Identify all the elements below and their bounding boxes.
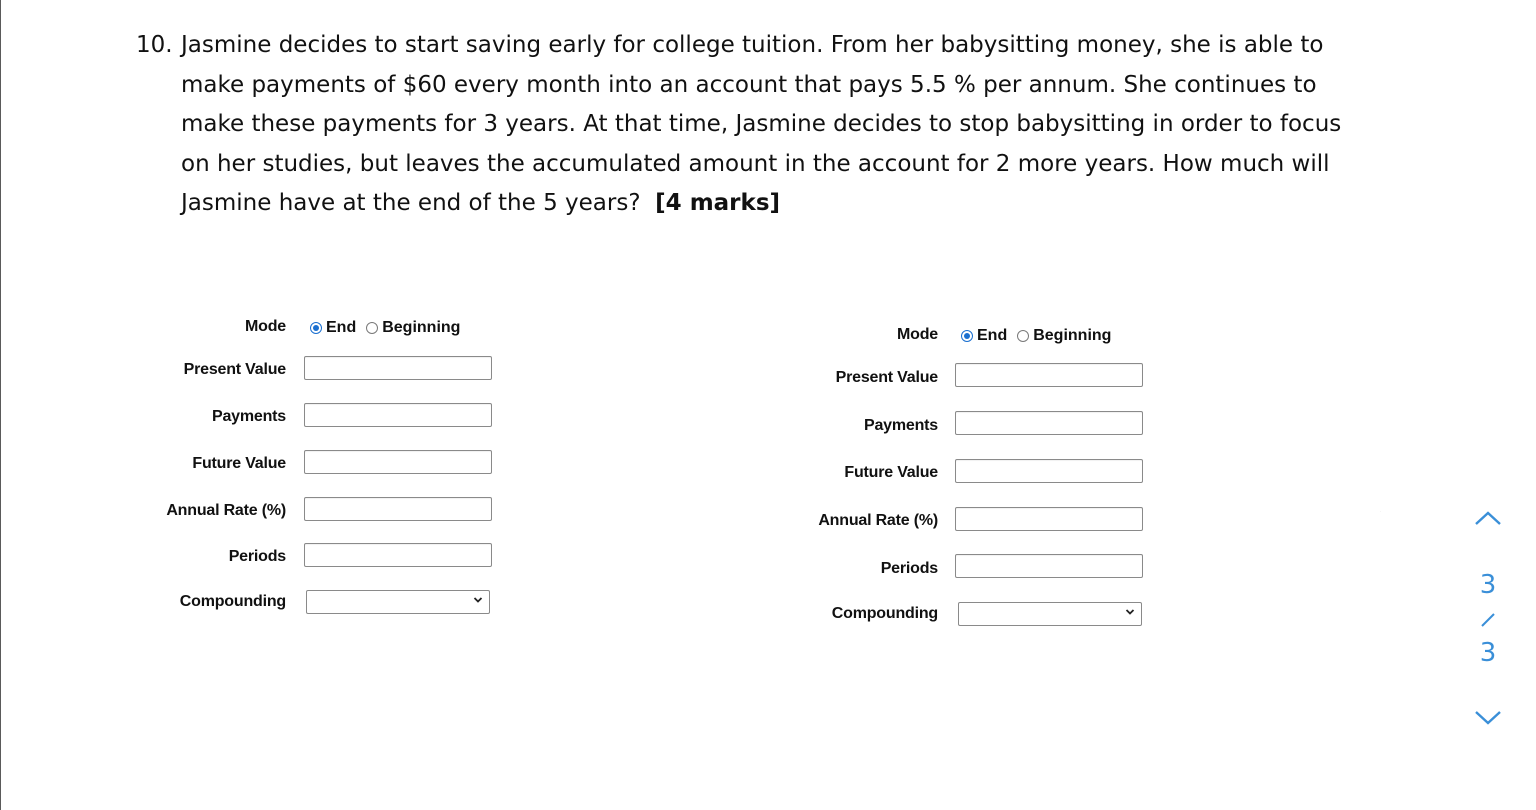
mode-beginning-radio[interactable] <box>1017 330 1029 342</box>
question-line-2: make payments of $60 every month into an account that pays 5.5 % per annum. She continues to <box>181 71 1317 98</box>
mode-end-label[interactable]: End <box>326 319 357 336</box>
present-value-input[interactable] <box>304 356 492 380</box>
question-last-line: Jasmine have at the end of the 5 years? <box>181 190 656 216</box>
mode-radio-group <box>961 327 1111 345</box>
question-line-5 <box>181 184 1426 224</box>
periods-label: Periods <box>880 560 938 577</box>
payments-input[interactable] <box>955 411 1143 435</box>
question-body <box>181 26 1426 224</box>
periods-input[interactable] <box>304 543 492 567</box>
payments-label: Payments <box>212 408 286 425</box>
question-text <box>136 26 1426 224</box>
mode-beginning-label[interactable]: Beginning <box>382 319 461 336</box>
question-number: 10. <box>136 32 173 58</box>
periods-input[interactable] <box>955 554 1143 578</box>
mode-beginning-radio[interactable] <box>366 322 378 334</box>
current-page-number: 3 <box>1479 570 1497 600</box>
compounding-select[interactable] <box>306 590 490 614</box>
payments-input[interactable] <box>304 403 492 427</box>
compounding-label: Compounding <box>831 605 938 622</box>
page-separator <box>1380 512 1496 628</box>
future-value-input[interactable] <box>304 450 492 474</box>
periods-label: Periods <box>228 548 286 565</box>
mode-label: Mode <box>245 318 286 335</box>
chevron-up-icon[interactable] <box>1473 508 1503 528</box>
present-value-label: Present Value <box>183 361 286 378</box>
annual-rate-label: Annual Rate (%) <box>166 502 286 519</box>
total-page-number: 3 <box>1479 638 1497 668</box>
question-line-4: on her studies, but leaves the accumulated amount in the account for 2 more years. How much will <box>181 150 1330 177</box>
payments-label: Payments <box>864 417 938 434</box>
page-left-border <box>0 0 1 810</box>
annual-rate-label: Annual Rate (%) <box>818 512 938 529</box>
question-line-3: make these payments for 3 years. At that time, Jasmine decides to stop babysitting in order to focus <box>181 111 1342 137</box>
future-value-label: Future Value <box>844 464 938 481</box>
marks-label: [4 marks] <box>655 190 781 216</box>
annual-rate-input[interactable] <box>304 497 492 521</box>
mode-end-radio[interactable] <box>961 330 973 342</box>
mode-label: Mode <box>897 326 938 343</box>
mode-radio-group <box>310 319 460 337</box>
page-navigator <box>1380 500 1508 740</box>
present-value-label: Present Value <box>835 369 938 386</box>
chevron-down-icon <box>1125 607 1135 617</box>
mode-end-label[interactable]: End <box>977 327 1008 344</box>
future-value-input[interactable] <box>955 459 1143 483</box>
compounding-select[interactable] <box>958 602 1142 626</box>
page-separator-text: / <box>1380 512 1381 513</box>
annual-rate-input[interactable] <box>955 507 1143 531</box>
present-value-input[interactable] <box>955 363 1143 387</box>
mode-end-radio[interactable] <box>310 322 322 334</box>
compounding-label: Compounding <box>179 593 286 610</box>
chevron-down-icon[interactable] <box>1473 708 1503 728</box>
question-line-1: Jasmine decides to start saving early for college tuition. From her babysitting money, she is able to <box>181 32 1324 58</box>
mode-beginning-label[interactable]: Beginning <box>1033 327 1112 344</box>
future-value-label: Future Value <box>192 455 286 472</box>
chevron-down-icon <box>473 595 483 605</box>
